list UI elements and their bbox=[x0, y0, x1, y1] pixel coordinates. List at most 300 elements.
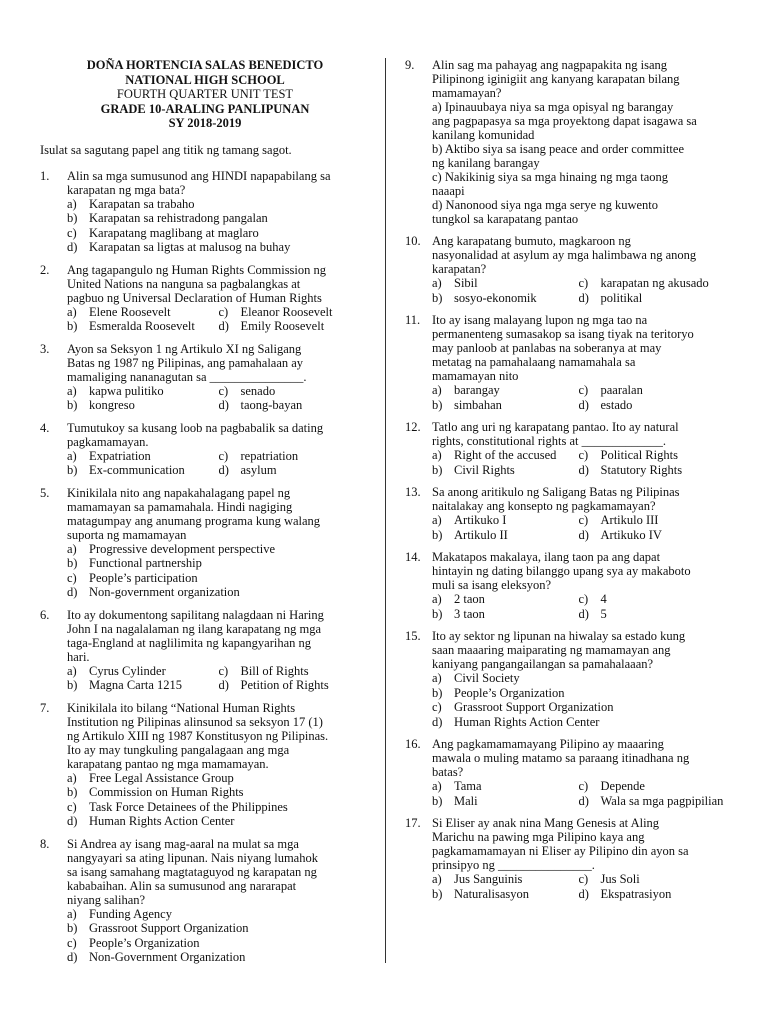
question-number: 1. bbox=[40, 168, 50, 183]
option-letter: b) bbox=[432, 606, 443, 621]
option-text: 3 taon bbox=[454, 606, 485, 621]
option-letter: c) bbox=[218, 304, 229, 319]
question-stem bbox=[405, 313, 725, 383]
option-text: People’s participation bbox=[89, 570, 198, 585]
option-letter: b) bbox=[432, 397, 443, 412]
answer-option bbox=[432, 398, 579, 413]
option-text: Artikuko IV bbox=[600, 527, 662, 542]
option-text: Karapatan sa trabaho bbox=[89, 196, 195, 211]
answer-option bbox=[219, 319, 371, 334]
answer-option bbox=[432, 528, 579, 543]
option-letter: c) bbox=[67, 225, 77, 240]
answer-option bbox=[432, 513, 579, 528]
answer-option bbox=[67, 384, 219, 399]
answer-option bbox=[432, 291, 579, 306]
option-letter: a) bbox=[432, 592, 442, 606]
question-text bbox=[432, 485, 725, 513]
option-text: Non-government organization bbox=[89, 585, 240, 599]
option-letter: c) bbox=[218, 448, 229, 463]
answer-option bbox=[67, 398, 219, 413]
answer-option-row bbox=[67, 463, 370, 478]
answer-option bbox=[67, 771, 370, 786]
question-line: saan maaaring maiparating ng mamamayan ang bbox=[432, 643, 671, 657]
option-letter: a) bbox=[67, 196, 77, 211]
option-letter: b) bbox=[67, 319, 78, 333]
grade-subject: GRADE 10-ARALING PANLIPUNAN bbox=[100, 101, 310, 116]
option-letter: d) bbox=[67, 814, 78, 828]
question-stem bbox=[40, 421, 370, 449]
option-text: Eleanor Roosevelt bbox=[240, 304, 333, 319]
answer-options bbox=[432, 779, 725, 808]
answer-options bbox=[67, 384, 370, 413]
question-line: karapatang pantao ng mga mamamayan. bbox=[67, 756, 269, 771]
question-line: karapatan ng mga bata? bbox=[67, 182, 186, 197]
answer-option bbox=[67, 240, 370, 255]
option-text: Funding Agency bbox=[89, 906, 172, 921]
question-line: prinsipyo ng _______________. bbox=[432, 858, 595, 872]
option-text: taong-bayan bbox=[240, 398, 303, 412]
option-letter: c) bbox=[578, 779, 589, 793]
answer-option bbox=[579, 528, 726, 543]
answer-option-row bbox=[432, 291, 725, 306]
option-letter: c) bbox=[578, 383, 589, 397]
option-letter: a) bbox=[67, 541, 77, 556]
question-item bbox=[40, 608, 370, 693]
option-letter: d) bbox=[578, 606, 589, 621]
question-item bbox=[40, 701, 370, 829]
answer-option bbox=[579, 463, 726, 478]
question-line: sa isang samahang magtataguyod ng karapatan ng bbox=[67, 864, 317, 879]
option-text: Karapatan sa ligtas at malusog na buhay bbox=[89, 240, 291, 254]
option-letter: b) bbox=[432, 462, 443, 477]
option-text: estado bbox=[600, 397, 633, 412]
option-text: Civil Society bbox=[454, 671, 520, 685]
question-stem bbox=[40, 701, 370, 771]
question-number: 10. bbox=[405, 234, 421, 248]
option-letter: a) bbox=[67, 304, 77, 319]
question-line: Ayon sa Seksyon 1 ng Artikulo XI ng Saligang bbox=[67, 341, 302, 356]
question-list-right bbox=[405, 58, 725, 901]
question-stem bbox=[405, 485, 725, 513]
question-line: Tatlo ang uri ng karapatang pantao. Ito ay natural bbox=[432, 420, 679, 434]
option-text: Petition of Rights bbox=[240, 678, 329, 692]
option-text: kapwa pulitiko bbox=[89, 383, 164, 398]
question-line: Pilipinong iginigiit ang kanyang karapatan bilang bbox=[432, 72, 680, 86]
option-letter: b) bbox=[67, 556, 78, 570]
question-line: Alin sag ma pahayag ang nagpapakita ng isang bbox=[432, 58, 667, 72]
option-letter: b) bbox=[432, 527, 443, 542]
question-line: nangyayari sa ating lipunan. Nais niyang lumahok bbox=[67, 850, 318, 865]
option-text: Human Rights Action Center bbox=[454, 714, 600, 729]
question-number: 9. bbox=[405, 58, 415, 72]
answer-options bbox=[67, 305, 370, 334]
option-text: Task Force Detainees of the Philippines bbox=[89, 799, 288, 814]
answer-option-row bbox=[67, 384, 370, 399]
question-text bbox=[67, 701, 370, 771]
answer-options bbox=[432, 671, 725, 729]
option-letter: b) bbox=[432, 886, 443, 901]
question-text bbox=[432, 58, 725, 100]
question-stem bbox=[405, 58, 725, 100]
test-header bbox=[40, 58, 370, 131]
question-text bbox=[67, 169, 370, 197]
question-line: Ang tagapangulo ng Human Rights Commission ng bbox=[67, 262, 327, 277]
answer-option-row bbox=[67, 678, 370, 693]
question-stem bbox=[405, 737, 725, 779]
option-text: repatriation bbox=[240, 448, 299, 463]
answer-option bbox=[219, 384, 371, 399]
option-text: Sibil bbox=[454, 276, 478, 290]
question-text bbox=[432, 629, 725, 671]
option-text: Statutory Rights bbox=[600, 462, 683, 477]
option-letter: a) bbox=[432, 779, 442, 793]
question-text bbox=[67, 421, 370, 449]
answer-option-row bbox=[432, 276, 725, 291]
question-item bbox=[405, 234, 725, 305]
answer-options bbox=[432, 276, 725, 305]
question-text bbox=[432, 234, 725, 276]
option-letter: d) bbox=[578, 527, 589, 542]
answer-option-line: a) Ipinauubaya niya sa mga opisyal ng barangay bbox=[432, 100, 674, 114]
option-letter: d) bbox=[67, 240, 78, 254]
answer-option-row bbox=[432, 779, 725, 794]
answer-option-line: d) Nanonood siya nga mga serye ng kuwento bbox=[432, 198, 658, 212]
option-letter: a) bbox=[432, 276, 442, 290]
answer-option bbox=[432, 715, 725, 730]
answer-option bbox=[432, 276, 579, 291]
answer-option bbox=[67, 571, 370, 586]
option-letter: b) bbox=[67, 211, 78, 225]
answer-option-line: kanilang komunidad bbox=[432, 128, 535, 142]
question-text bbox=[432, 313, 725, 383]
option-letter: b) bbox=[432, 793, 443, 808]
question-number: 4. bbox=[40, 420, 50, 435]
question-stem bbox=[40, 169, 370, 197]
question-line: karapatan? bbox=[432, 262, 487, 276]
test-title: FOURTH QUARTER UNIT TEST bbox=[116, 87, 294, 101]
option-letter: a) bbox=[67, 663, 77, 678]
question-number: 5. bbox=[40, 485, 50, 500]
option-text: Grassroot Support Organization bbox=[89, 921, 249, 935]
answer-option bbox=[67, 921, 370, 936]
option-letter: d) bbox=[578, 793, 589, 808]
question-number: 8. bbox=[40, 836, 50, 851]
question-item bbox=[405, 629, 725, 729]
option-letter: c) bbox=[67, 799, 77, 814]
option-letter: c) bbox=[578, 276, 589, 290]
answer-option-row bbox=[432, 448, 725, 463]
question-line: United Nations na nanguna sa pagbalangkas at bbox=[67, 276, 301, 291]
answer-option bbox=[579, 872, 726, 887]
question-line: Makatapos makalaya, ilang taon pa ang dapat bbox=[432, 550, 661, 564]
option-text: asylum bbox=[240, 463, 277, 477]
answer-option-row bbox=[67, 305, 370, 320]
question-item bbox=[40, 837, 370, 965]
answer-option bbox=[432, 592, 579, 607]
option-text: Depende bbox=[600, 779, 645, 793]
answer-option bbox=[219, 678, 371, 693]
answer-option bbox=[579, 592, 726, 607]
option-text: Artikulo II bbox=[454, 527, 508, 542]
option-text: Artikuko I bbox=[454, 513, 507, 527]
question-text bbox=[432, 550, 725, 592]
option-text: Elene Roosevelt bbox=[89, 304, 171, 319]
option-text: Bill of Rights bbox=[240, 663, 309, 678]
question-line: may panloob at panlabas na soberanya at may bbox=[432, 341, 662, 355]
answer-option bbox=[432, 779, 579, 794]
answer-option bbox=[579, 607, 726, 622]
option-text: Political Rights bbox=[600, 448, 678, 462]
answer-option-row bbox=[432, 872, 725, 887]
answer-option bbox=[219, 398, 371, 413]
answer-option bbox=[67, 542, 370, 557]
answer-option bbox=[219, 463, 371, 478]
option-letter: d) bbox=[218, 678, 229, 692]
answer-option bbox=[579, 794, 726, 809]
option-text: Cyrus Cylinder bbox=[89, 663, 166, 678]
question-list-left bbox=[40, 169, 370, 965]
question-item bbox=[40, 342, 370, 413]
answer-option bbox=[219, 449, 371, 464]
answer-option bbox=[579, 398, 726, 413]
question-line: Ang pagkamamamayang Pilipino ay maaaring bbox=[432, 737, 664, 751]
option-letter: c) bbox=[67, 570, 77, 585]
answer-option-row bbox=[432, 463, 725, 478]
option-text: People’s Organization bbox=[89, 935, 200, 950]
option-letter: a) bbox=[67, 383, 77, 398]
answer-options bbox=[67, 771, 370, 829]
answer-options bbox=[67, 907, 370, 965]
answer-options bbox=[67, 664, 370, 693]
option-text: 4 bbox=[600, 592, 607, 606]
answer-option bbox=[432, 700, 725, 715]
school-year: SY 2018-2019 bbox=[168, 116, 242, 130]
question-text bbox=[67, 837, 370, 907]
answer-option bbox=[432, 383, 579, 398]
question-number: 13. bbox=[405, 485, 421, 499]
option-text: Jus Sanguinis bbox=[454, 872, 523, 886]
answer-option-row bbox=[432, 887, 725, 902]
question-line: Batas ng 1987 ng Pilipinas, ang pamahalaan ay bbox=[67, 355, 304, 370]
answer-option-line: ang pagpapasya sa mga proyektong dapat isagawa sa bbox=[432, 114, 697, 128]
option-text: Functional partnership bbox=[89, 556, 202, 570]
answer-option bbox=[432, 872, 579, 887]
question-line: mamamayan sa pamamahala. Hindi nagiging bbox=[67, 499, 293, 514]
option-letter: d) bbox=[578, 462, 589, 477]
question-stem bbox=[40, 263, 370, 305]
question-text bbox=[67, 608, 370, 664]
answer-option bbox=[67, 678, 219, 693]
answer-options bbox=[432, 872, 725, 901]
option-text: Expatriation bbox=[89, 448, 151, 463]
question-line: Si Eliser ay anak nina Mang Genesis at Aling bbox=[432, 816, 660, 830]
answer-option bbox=[579, 779, 726, 794]
school-name-line1: DOÑA HORTENCIA SALAS BENEDICTO bbox=[86, 58, 324, 72]
question-stem bbox=[40, 342, 370, 384]
answer-option-row bbox=[432, 513, 725, 528]
question-number: 15. bbox=[405, 629, 421, 643]
question-stem bbox=[405, 420, 725, 448]
question-line: naitalakay ang konsepto ng pagkamamayan? bbox=[432, 499, 656, 513]
option-text: Ekspatrasiyon bbox=[600, 886, 672, 901]
question-line: hintayin ng dating bilanggo upang sya ay makaboto bbox=[432, 564, 691, 578]
question-number: 14. bbox=[405, 550, 421, 564]
answer-option bbox=[67, 907, 370, 922]
answer-option-row bbox=[432, 592, 725, 607]
question-line: rights, constitutional rights at _____________. bbox=[432, 434, 667, 448]
question-number: 2. bbox=[40, 262, 50, 277]
answer-option bbox=[67, 800, 370, 815]
answer-option bbox=[67, 305, 219, 320]
question-stem bbox=[40, 837, 370, 907]
answer-option bbox=[67, 449, 219, 464]
answer-option bbox=[432, 463, 579, 478]
answer-option bbox=[432, 607, 579, 622]
option-letter: b) bbox=[67, 678, 78, 692]
question-line: pagkamamayan. bbox=[67, 434, 149, 449]
question-line: mamamayan? bbox=[432, 86, 502, 100]
question-text bbox=[67, 263, 370, 305]
question-line: matagumpay ang anumang programa kung walang bbox=[67, 513, 321, 528]
answer-option-row bbox=[432, 383, 725, 398]
option-text: Right of the accused bbox=[454, 448, 557, 462]
answer-option bbox=[67, 319, 219, 334]
option-letter: d) bbox=[578, 397, 589, 412]
answer-option bbox=[432, 794, 579, 809]
right-column bbox=[405, 58, 725, 909]
option-text: politikal bbox=[600, 290, 643, 305]
option-letter: c) bbox=[67, 935, 77, 950]
left-column bbox=[40, 58, 370, 973]
option-text: 5 bbox=[600, 606, 607, 621]
option-text: Free Legal Assistance Group bbox=[89, 770, 234, 785]
option-letter: c) bbox=[218, 663, 229, 678]
option-text: Progressive development perspective bbox=[89, 541, 276, 556]
answer-option bbox=[67, 226, 370, 241]
option-text: Karapatang maglibang at maglaro bbox=[89, 225, 259, 240]
option-letter: b) bbox=[67, 921, 78, 935]
answer-options bbox=[67, 542, 370, 600]
question-item bbox=[405, 485, 725, 542]
answer-options bbox=[67, 449, 370, 478]
option-letter: c) bbox=[578, 872, 589, 886]
question-number: 7. bbox=[40, 700, 50, 715]
option-letter: a) bbox=[432, 671, 442, 685]
answer-option-line: tungkol sa karapatang pantao bbox=[432, 212, 579, 226]
question-number: 12. bbox=[405, 420, 421, 434]
question-line: Kinikilala ito bilang “National Human Rights bbox=[67, 700, 296, 715]
option-letter: b) bbox=[67, 785, 78, 799]
question-text bbox=[67, 486, 370, 542]
option-letter: d) bbox=[578, 290, 589, 305]
option-text: Artikulo III bbox=[600, 513, 659, 527]
option-text: Esmeralda Roosevelt bbox=[89, 319, 195, 333]
option-text: Naturalisasyon bbox=[454, 886, 529, 901]
answer-option bbox=[432, 887, 579, 902]
question-item bbox=[40, 169, 370, 255]
answer-option bbox=[579, 448, 726, 463]
option-letter: b) bbox=[67, 463, 78, 477]
question-number: 11. bbox=[405, 313, 421, 327]
answer-option-row bbox=[67, 449, 370, 464]
option-letter: d) bbox=[67, 585, 78, 599]
option-letter: d) bbox=[218, 319, 229, 333]
question-item bbox=[405, 313, 725, 412]
answer-options bbox=[432, 100, 725, 226]
question-number: 17. bbox=[405, 816, 421, 830]
option-letter: c) bbox=[578, 513, 589, 527]
question-item bbox=[40, 486, 370, 600]
answer-option bbox=[67, 936, 370, 951]
question-line: Alin sa mga sumusunod ang HINDI napapabilang sa bbox=[67, 168, 331, 183]
answer-option-row bbox=[432, 528, 725, 543]
question-line: nasyonalidad at asylum ay mga halimbawa ng anong bbox=[432, 248, 697, 262]
option-text: simbahan bbox=[454, 397, 502, 412]
question-line: John I na nagalalaman ng ilang karapatang ng mga bbox=[67, 621, 322, 636]
answer-option-row bbox=[432, 607, 725, 622]
question-number: 3. bbox=[40, 341, 50, 356]
question-stem bbox=[40, 486, 370, 542]
answer-option-row bbox=[67, 398, 370, 413]
school-name-line2: NATIONAL HIGH SCHOOL bbox=[125, 72, 285, 87]
answer-option bbox=[579, 276, 726, 291]
answer-option bbox=[432, 671, 725, 686]
option-letter: b) bbox=[432, 685, 443, 700]
column-divider bbox=[385, 58, 386, 963]
option-letter: d) bbox=[67, 950, 78, 964]
option-letter: c) bbox=[578, 448, 589, 462]
question-line: Ito ay sektor ng lipunan na hiwalay sa estado kung bbox=[432, 629, 686, 643]
option-letter: d) bbox=[218, 398, 229, 412]
question-item bbox=[405, 58, 725, 226]
answer-option bbox=[67, 664, 219, 679]
option-letter: a) bbox=[67, 448, 77, 463]
option-letter: d) bbox=[218, 463, 229, 477]
answer-option bbox=[67, 556, 370, 571]
question-line: muli sa isang eleksyon? bbox=[432, 578, 552, 592]
option-text: Magna Carta 1215 bbox=[89, 678, 183, 692]
option-text: People’s Organization bbox=[454, 685, 565, 700]
answer-option bbox=[579, 887, 726, 902]
answer-option bbox=[579, 291, 726, 306]
question-number: 6. bbox=[40, 607, 50, 622]
option-text: senado bbox=[240, 383, 276, 398]
question-line: Marichu na pawing mga Pilipino kaya ang bbox=[432, 830, 645, 844]
question-line: mawala o muling matamo sa paraang itinadhana ng bbox=[432, 751, 690, 765]
answer-option bbox=[67, 585, 370, 600]
question-line: Kinikilala nito ang napakahalagang papel ng bbox=[67, 485, 291, 500]
option-text: barangay bbox=[454, 383, 500, 397]
answer-option bbox=[67, 211, 370, 226]
question-text bbox=[67, 342, 370, 384]
question-line: niyang salihan? bbox=[67, 892, 146, 907]
option-text: Wala sa mga pagpipilian bbox=[600, 793, 724, 808]
question-item bbox=[40, 263, 370, 334]
option-text: Tama bbox=[454, 779, 482, 793]
option-letter: d) bbox=[578, 886, 589, 901]
answer-option-line: b) Aktibo siya sa isang peace and order committee bbox=[432, 142, 685, 156]
question-item bbox=[405, 420, 725, 477]
question-stem bbox=[40, 608, 370, 664]
answer-option-row bbox=[67, 664, 370, 679]
answer-option bbox=[432, 686, 725, 701]
question-stem bbox=[405, 816, 725, 872]
answer-option bbox=[67, 785, 370, 800]
answer-option-row bbox=[432, 398, 725, 413]
answer-options bbox=[432, 592, 725, 621]
option-letter: c) bbox=[432, 700, 442, 714]
answer-option-line: ng kanilang barangay bbox=[432, 156, 540, 170]
